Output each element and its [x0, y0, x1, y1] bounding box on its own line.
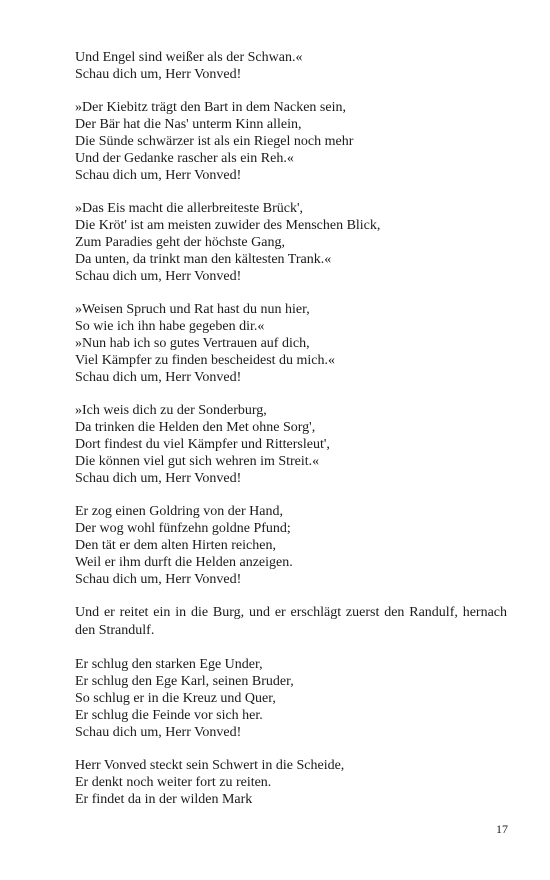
stanza [75, 200, 507, 285]
verse-line: Da trinken die Helden den Met ohne Sorg', [75, 420, 316, 435]
refrain-line: Schau dich um, Herr Vonved! [75, 168, 242, 183]
verse-line: Da unten, da trinkt man den kältesten Trank.« [75, 252, 332, 267]
refrain-line: Schau dich um, Herr Vonved! [75, 269, 242, 284]
refrain-line: Schau dich um, Herr Vonved! [75, 370, 242, 385]
verse-line: Er denkt noch weiter fort zu reiten. [75, 775, 272, 790]
verse-line: Die Sünde schwärzer ist als ein Riegel noch mehr [75, 134, 354, 149]
verse-line: Er schlug den Ege Karl, seinen Bruder, [75, 674, 294, 689]
refrain-line: Schau dich um, Herr Vonved! [75, 572, 242, 587]
verse-line: Dort findest du viel Kämpfer und Rittersleut', [75, 437, 330, 452]
verse-line: Viel Kämpfer zu finden bescheidest du mich.« [75, 353, 336, 368]
verse-line: »Der Kiebitz trägt den Bart in dem Nacken sein, [75, 100, 346, 115]
verse-line: Herr Vonved steckt sein Schwert in die Scheide, [75, 758, 345, 773]
refrain-line: Schau dich um, Herr Vonved! [75, 67, 242, 82]
poem-page [75, 49, 507, 824]
verse-line: Er schlug die Feinde vor sich her. [75, 708, 263, 723]
stanza [75, 402, 507, 487]
stanza [75, 757, 507, 808]
verse-line: Er zog einen Goldring von der Hand, [75, 504, 283, 519]
prose-paragraph: Und er reitet ein in die Burg, und er erschlägt zuerst den Randulf, hernach den Strandulf. [75, 605, 507, 638]
stanza [75, 49, 507, 83]
stanza [75, 301, 507, 386]
verse-line: Er schlug den starken Ege Under, [75, 657, 263, 672]
verse-line: Der Bär hat die Nas' unterm Kinn allein, [75, 117, 302, 132]
stanza [75, 656, 507, 741]
verse-line: Der wog wohl fünfzehn goldne Pfund; [75, 521, 291, 536]
refrain-line: Schau dich um, Herr Vonved! [75, 725, 242, 740]
verse-line: »Das Eis macht die allerbreiteste Brück', [75, 201, 303, 216]
verse-line: Er findet da in der wilden Mark [75, 792, 253, 807]
verse-line: So wie ich ihn habe gegeben dir.« [75, 319, 265, 334]
verse-line: »Nun hab ich so gutes Vertrauen auf dich, [75, 336, 310, 351]
page-number: 17 [496, 822, 508, 836]
stanza [75, 503, 507, 588]
verse-line: Und der Gedanke rascher als ein Reh.« [75, 151, 294, 166]
verse-line: Weil er ihm durft die Helden anzeigen. [75, 555, 293, 570]
verse-line: Die Kröt' ist am meisten zuwider des Menschen Blick, [75, 218, 381, 233]
refrain-line: Schau dich um, Herr Vonved! [75, 471, 242, 486]
verse-line: Den tät er dem alten Hirten reichen, [75, 538, 276, 553]
verse-line: Die können viel gut sich wehren im Streit.« [75, 454, 320, 469]
stanza [75, 99, 507, 184]
verse-line: »Weisen Spruch und Rat hast du nun hier, [75, 302, 310, 317]
verse-line: »Ich weis dich zu der Sonderburg, [75, 403, 267, 418]
verse-line: Zum Paradies geht der höchste Gang, [75, 235, 285, 250]
verse-line: Und Engel sind weißer als der Schwan.« [75, 50, 303, 65]
verse-line: So schlug er in die Kreuz und Quer, [75, 691, 276, 706]
